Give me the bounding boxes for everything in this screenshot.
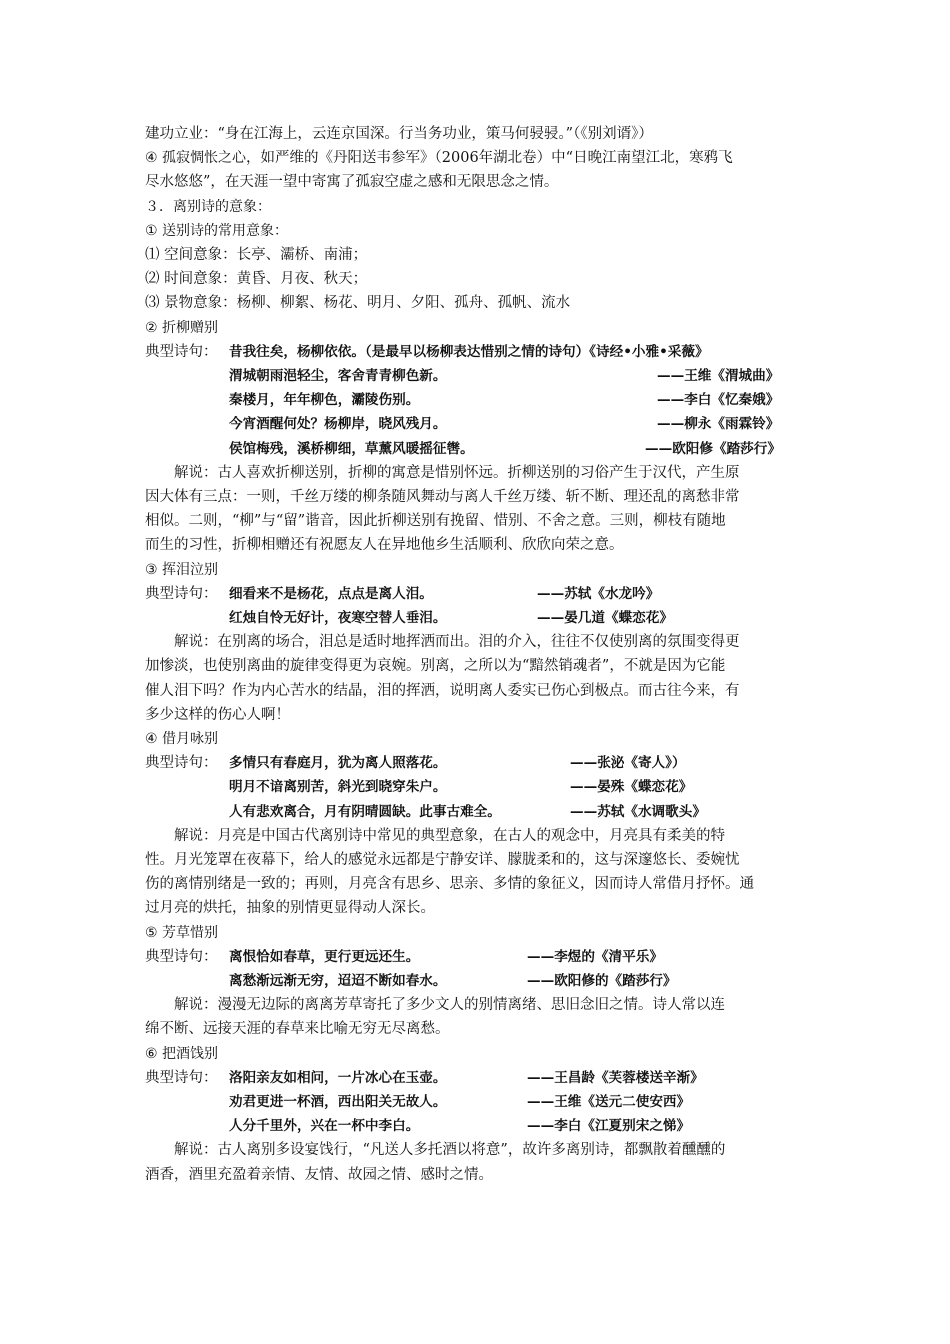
imagery-item: ⑵ 时间意象：黄昏、月夜、秋天； <box>145 271 368 288</box>
typical-label: 典型诗句： <box>145 343 218 360</box>
poem-line: 人分千里外，兴在一杯中李白。 <box>229 1118 420 1135</box>
poem-row <box>145 969 810 993</box>
explain-line: 解说：古人喜欢折柳送别，折柳的寓意是惜别怀远。折柳送别的习俗产生于汉代，产生原 <box>174 464 740 481</box>
grass-title: ⑤ 芳草惜别 <box>145 924 219 941</box>
poem-line: 渭城朝雨浥轻尘，客舍青青柳色新。 <box>229 368 447 385</box>
tears-explanation <box>145 630 810 727</box>
poem-source: ——柳永《雨霖铃》 <box>657 416 780 433</box>
poem-line: 离恨恰如春草，更行更远还生。 <box>229 948 420 965</box>
poem-line: 侯馆梅残，溪桥柳细，草薰风暖摇征辔。 <box>229 440 474 457</box>
poem-source: ——李白《江夏别宋之悌》 <box>527 1118 691 1135</box>
explain-line: 性。月光笼罩在夜幕下，给人的感觉永远都是宁静安详、朦胧柔和的，这与深邃悠长、委婉忧 <box>145 851 740 868</box>
document-page <box>145 122 810 1187</box>
moon-explanation <box>145 824 810 921</box>
explain-line: 解说：漫漫无边际的离离芳草寄托了多少文人的别情离绪、思旧念旧之情。诗人常以连 <box>174 997 725 1014</box>
typical-label: 典型诗句： <box>145 755 218 772</box>
poem-line: 多情只有春庭月，犹为离人照落花。 <box>229 755 447 772</box>
poem-line: 秦楼月，年年柳色，灞陵伤别。 <box>229 392 420 409</box>
poem-line: 明月不谙离别苦，斜光到晓穿朱户。 <box>229 779 447 796</box>
grass-explanation <box>145 993 810 1041</box>
poem-line: 红烛自怜无好计，夜寒空替人垂泪。 <box>229 609 447 626</box>
poem-row <box>145 606 810 630</box>
poem-source: ——苏轼《水调歌头》 <box>570 803 706 820</box>
poem-source: ——王昌龄《芙蓉楼送辛渐》 <box>527 1069 704 1086</box>
explain-line: 解说：在别离的场合，泪总是适时地挥洒而出。泪的介入，往往不仅使别离的氛围变得更 <box>174 634 740 651</box>
poem-source: ——李白《忆秦娥》 <box>657 392 780 409</box>
explain-line: 加惨淡，也使别离曲的旋律变得更为哀婉。别离，之所以为“黯然销魂者”，不就是因为它能 <box>145 658 726 675</box>
intro-line: 建功立业：“身在江海上，云连京国深。行当务功业，策马何骎骎。”（《别刘谞》） <box>145 126 653 142</box>
typical-label: 典型诗句： <box>145 948 218 965</box>
poem-source: ——李煜的《清平乐》 <box>527 948 663 965</box>
point4-text: ，如严维的《丹阳送韦参军》（2006年湖北卷）中“日晚江南望江北，寒鸦飞 <box>246 150 733 167</box>
poem-row <box>145 945 810 969</box>
common-imagery-title: ① 送别诗的常用意象： <box>145 222 289 239</box>
poem-row <box>145 340 810 364</box>
poem-source: ——张泌《寄人》） <box>570 755 686 772</box>
poem-row <box>145 1114 810 1138</box>
imagery-item: ⑶ 景物意象：杨柳、柳絮、杨花、明月、夕阳、孤舟、孤帆、流水 <box>145 295 571 312</box>
tears-title: ③ 挥泪泣别 <box>145 561 219 578</box>
poem-line: 人有悲欢离合，月有阴晴圆缺。此事古难全。 <box>229 803 501 820</box>
section3-title: ３．离别诗的意象： <box>145 198 271 215</box>
explain-line: 解说：月亮是中国古代离别诗中常见的典型意象，在古人的观念中，月亮具有柔美的特 <box>174 827 725 844</box>
poem-line: 劝君更进一杯酒，西出阳关无故人。 <box>229 1093 447 1110</box>
moon-title: ④ 借月咏别 <box>145 730 219 747</box>
explain-line: 多少这样的伤心人啊！ <box>145 706 290 723</box>
poem-row <box>145 437 810 461</box>
point4-line2: 尽水悠悠”，在天涯一望中寄寓了孤寂空虚之感和无限思念之情。 <box>145 174 559 191</box>
explain-line: 酒香，酒里充盈着亲情、友情、故园之情、感时之情。 <box>145 1166 493 1183</box>
poem-row <box>145 800 810 824</box>
poem-line: 细看来不是杨花，点点是离人泪。 <box>229 585 433 602</box>
poem-source: ——苏轼《水龙吟》 <box>537 585 660 602</box>
explain-line: 解说：古人离别多设宴饯行，“凡送人多托酒以将意”，故许多离别诗，都飘散着醺醺的 <box>174 1142 726 1159</box>
poem-line: 洛阳亲友如相问，一片冰心在玉壶。 <box>229 1069 447 1086</box>
poem-source: ——晏殊《蝶恋花》 <box>570 779 693 796</box>
poem-row <box>145 388 810 412</box>
explain-line: 而生的习性，折柳相赠还有祝愿友人在异地他乡生活顺利、欣欣向荣之意。 <box>145 537 624 554</box>
explain-line: 过月亮的烘托，抽象的别情更显得动人深长。 <box>145 900 435 917</box>
poem-row <box>145 751 810 775</box>
willow-explanation <box>145 461 810 558</box>
imagery-item: ⑴ 空间意象：长亭、灞桥、南浦； <box>145 247 368 264</box>
typical-label: 典型诗句： <box>145 1069 218 1086</box>
wine-title: ⑥ 把酒饯别 <box>145 1045 219 1062</box>
explain-line: 绵不断、远接天涯的春草来比喻无穷无尽离愁。 <box>145 1021 450 1038</box>
poem-source: ——欧阳修的《踏莎行》 <box>527 972 677 989</box>
explain-line: 因大体有三点：一则，千丝万缕的柳条随风舞动与离人千丝万缕、斩不断、理还乱的离愁非常 <box>145 488 740 505</box>
poem-source: ——晏几道《蝶恋花》 <box>537 609 673 626</box>
poem-line: 昔我往矣，杨柳依依。（是最早以杨柳表达惜别之情的诗句）《诗经•小雅•采薇》 <box>229 343 709 360</box>
poem-row <box>145 1090 810 1114</box>
typical-label: 典型诗句： <box>145 585 218 602</box>
poem-row <box>145 1066 810 1090</box>
poem-row <box>145 412 810 436</box>
explain-line: 伤的离情别绪是一致的；再则，月亮含有思乡、思亲、多情的象征义，因而诗人常借月抒怀。通 <box>145 876 754 893</box>
poem-source: ——欧阳修《踏莎行》 <box>645 440 781 457</box>
point4-title: ④ 孤寂惆怅之心 <box>145 150 247 167</box>
poem-source: ——王维《送元二使安西》 <box>527 1093 691 1110</box>
poem-source: ——王维《渭城曲》 <box>657 368 780 385</box>
explain-line: 相似。二则，“柳”与“留”谐音，因此折柳送别有挽留、惜别、不舍之意。三则，柳枝有随地 <box>145 513 726 530</box>
point4-line <box>145 146 810 170</box>
willow-title: ② 折柳赠别 <box>145 319 219 336</box>
poem-row <box>145 775 810 799</box>
wine-explanation <box>145 1138 810 1186</box>
poem-row <box>145 364 810 388</box>
poem-line: 今宵酒醒何处？杨柳岸，晓风残月。 <box>229 416 447 433</box>
poem-row <box>145 582 810 606</box>
poem-line: 离愁渐远渐无穷，迢迢不断如春水。 <box>229 972 447 989</box>
explain-line: 催人泪下吗？作为内心苦水的结晶，泪的挥洒，说明离人委实已伤心到极点。而古往今来，有 <box>145 682 740 699</box>
